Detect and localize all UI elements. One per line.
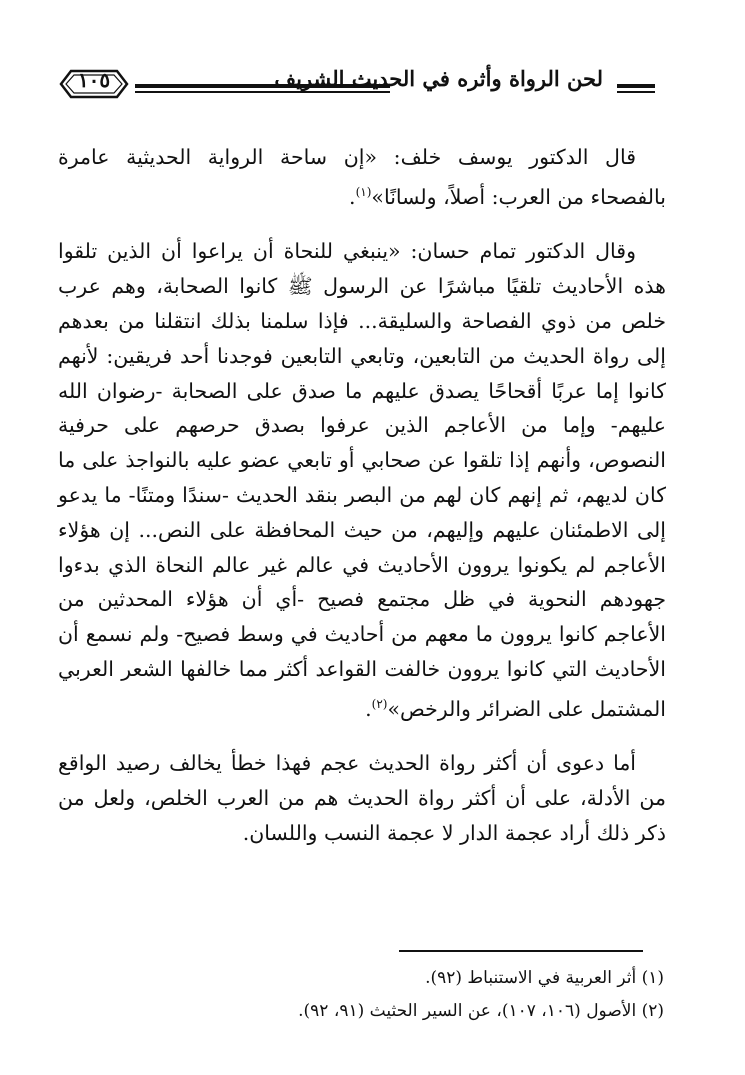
paragraph-text: وقال الدكتور تمام حسان: «ينبغي للنحاة أن يراعوا أن الذين تلقوا هذه الأحاديث تلقيًا مباشرًا عن الرسول ﷺ كانوا الصحابة، وهم عرب خلص من ذوي الفصاحة والسليقة... فإذا سلمنا بذلك انتقلنا من بعدهم إلى رواة الحديث من التابعين، وتابعي التابعين فوجدنا أحد فريقين: لأنهم كانوا إما عربًا أقحاحًا يصدق عليهم ما صدق على الصحابة -رضوان الله عليهم- وإما من الأعاجم الذين عرفوا بصدق حرصهم على حرفية النصوص، وأنهم إذا تلقوا عن صحابي أو تابعي عضو عليه بالنواجذ على ما كان لديهم، ثم إنهم كان لهم من البصر بنقد الحديث -سندًا ومتنًا- ما يدعو إلى الاطمئنان عليهم وإليهم، من حيث المحافظة على النص... إن هؤلاء الأعاجم لم يكونوا يروون الأحاديث في عالم غير عالم النحاة الذي بدءوا جهودهم النحوية في ظل مجتمع فصيح -أي أن هؤلاء المحدثين من الأعاجم كانوا يروون ما معهم من أحاديث في وسط فصيح- ولم نسمع أن الأحاديث التي كانوا يروون خالفت القواعد أكثر مما خالفها الشعر العربي المشتمل على الضرائر والرخص» bbox=[58, 239, 666, 721]
paragraph bbox=[58, 746, 666, 850]
header-title: لحن الرواة وأثره في الحديث الشريف bbox=[274, 66, 603, 91]
footnotes bbox=[58, 962, 664, 1028]
paragraph-text: قال الدكتور يوسف خلف: «إن ساحة الرواية الحديثية عامرة بالفصحاء من العرب: أصلاً، ولسانًا» bbox=[58, 145, 666, 209]
footnote-1: (١) أثر العربية في الاستنباط (٩٢). bbox=[425, 968, 664, 988]
paragraph-tail: . bbox=[349, 184, 356, 209]
page-number: ١٠٥ bbox=[77, 68, 111, 92]
page-body bbox=[58, 140, 666, 871]
header-rule-right bbox=[617, 84, 655, 88]
header-rule-right-thin bbox=[617, 91, 655, 93]
paragraph bbox=[58, 234, 666, 726]
running-header bbox=[55, 58, 655, 104]
footnote-2: (٢) الأصول (١٠٦، ١٠٧)، عن السير الحثيث (٩١، ٩٢). bbox=[298, 1001, 664, 1021]
page-number-badge bbox=[55, 66, 133, 102]
footnote-separator bbox=[399, 950, 643, 952]
paragraph-text: أما دعوى أن أكثر رواة الحديث عجم فهذا خطأ يخالف رصيد الواقع من الأدلة، على أن أكثر رواة الحديث هم من العرب الخلص، ولعل من ذكر ذلك أراد عجمة الدار لا عجمة النسب واللسان. bbox=[58, 751, 666, 845]
paragraph bbox=[58, 140, 666, 214]
header-rule-left-thin bbox=[135, 91, 390, 93]
footnote-ref: (٢) bbox=[371, 696, 388, 711]
footnote-ref: (١) bbox=[355, 184, 372, 199]
paragraph-tail: . bbox=[365, 696, 372, 721]
